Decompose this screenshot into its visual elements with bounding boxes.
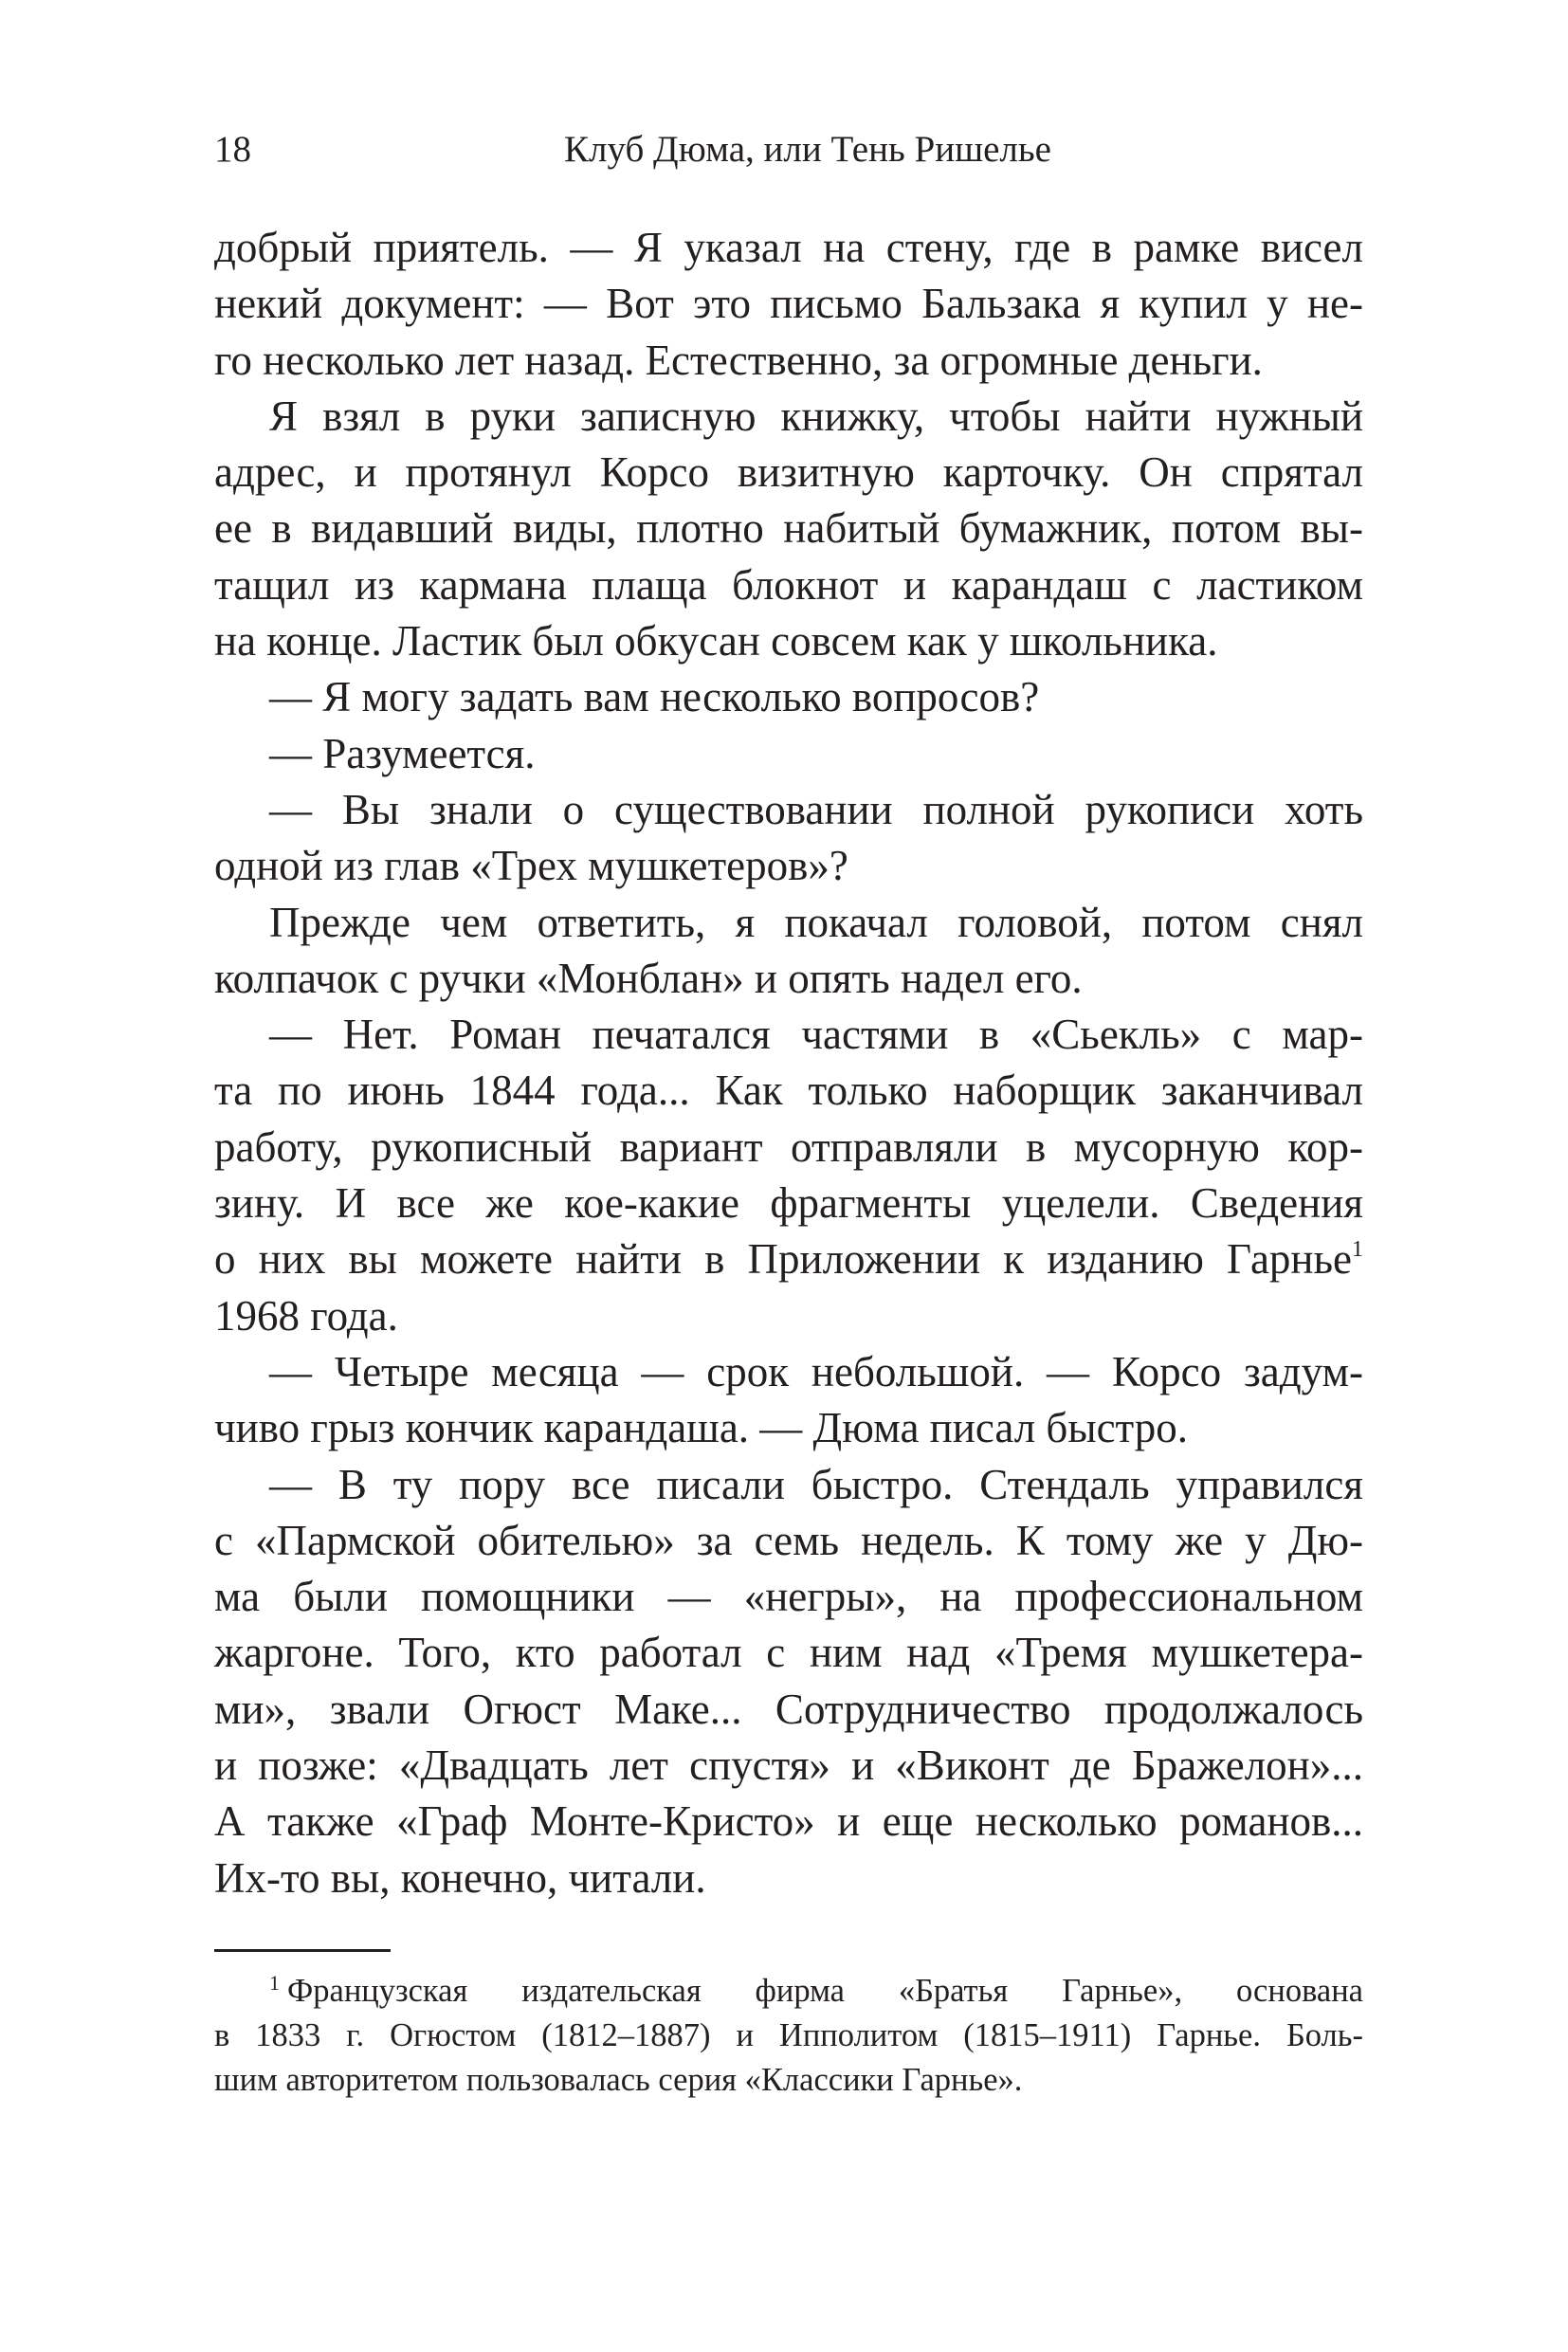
text-line xyxy=(214,1457,1363,1513)
text-line-content: добрый приятель. — Я указал на стену, где в рамке висел xyxy=(214,224,1363,271)
text-line xyxy=(214,1400,1363,1456)
text-line xyxy=(214,1120,1363,1176)
text-line xyxy=(214,501,1363,556)
running-title: Клуб Дюма, или Тень Ришелье xyxy=(564,129,1051,170)
text-line xyxy=(214,557,1363,613)
text-line xyxy=(214,838,1363,894)
page-number: 18 xyxy=(214,129,251,170)
text-line xyxy=(214,726,1363,782)
text-line xyxy=(214,1625,1363,1681)
text-line-content: — Я могу задать вам несколько вопросов? xyxy=(269,673,1040,721)
text-line-content: ее в видавший виды, плотно набитый бумажник, потом вы- xyxy=(214,504,1363,553)
text-line-content: на конце. Ластик был обкусан совсем как у школьника. xyxy=(214,617,1218,665)
text-line xyxy=(214,1569,1363,1625)
text-line-content: — Нет. Роман печатался частями в «Сьекль» с мар- xyxy=(269,1011,1363,1059)
text-line xyxy=(214,220,1363,276)
text-line xyxy=(214,445,1363,501)
text-line-content: тащил из кармана плаща блокнот и карандаш с ластиком xyxy=(214,560,1363,609)
text-line-content: Я взял в руки записную книжку, чтобы найти нужный xyxy=(269,392,1363,440)
text-line-content: одной из глав «Трех мушкетеров»? xyxy=(214,842,848,890)
text-line xyxy=(214,895,1363,951)
text-line-content: работу, рукописный вариант отправляли в мусорную кор- xyxy=(214,1122,1363,1171)
text-line xyxy=(214,782,1363,838)
text-line-content: ми», звали Огюст Маке... Сотрудничество продолжалось xyxy=(214,1685,1363,1733)
text-line-content: о них вы можете найти в Приложении к изданию Гарнье xyxy=(214,1235,1352,1284)
text-line xyxy=(214,1007,1363,1063)
text-line-content: — Вы знали о существовании полной рукописи хоть xyxy=(269,785,1363,833)
footnote-marker: 1 xyxy=(269,1971,280,1995)
text-line xyxy=(214,1344,1363,1400)
body-text xyxy=(214,220,1363,1906)
text-line-content: зину. И все же кое-какие фрагменты уцелели. Сведения xyxy=(214,1179,1363,1228)
text-line-content: А также «Граф Монте-Кристо» и еще несколько романов... xyxy=(214,1797,1363,1846)
text-line xyxy=(214,1682,1363,1738)
text-line-content: — Четыре месяца — срок небольшой. — Корсо задум- xyxy=(269,1347,1363,1395)
text-line xyxy=(214,1738,1363,1794)
text-line xyxy=(214,613,1363,669)
footnote-line-content: в 1833 г. Огюстом (1812–1887) и Ипполитом (1815–1911) Гарнье. Боль- xyxy=(214,2017,1363,2053)
text-line xyxy=(214,389,1363,445)
text-line-content: чиво грыз кончик карандаша. — Дюма писал быстро. xyxy=(214,1404,1189,1452)
text-line xyxy=(214,669,1363,725)
footnote-separator-rule xyxy=(214,1949,391,1952)
text-line-content: — В ту пору все писали быстро. Стендаль управился xyxy=(269,1460,1363,1508)
text-line xyxy=(214,1231,1363,1287)
text-line-content: и позже: «Двадцать лет спустя» и «Виконт де Бражелон»... xyxy=(214,1741,1363,1790)
text-line-content: с «Пармской обителью» за семь недель. К тому же у Дю- xyxy=(214,1516,1363,1564)
text-line-content: Их-то вы, конечно, читали. xyxy=(214,1853,706,1902)
footnote-line xyxy=(214,2058,1363,2103)
text-line xyxy=(214,1794,1363,1850)
text-line xyxy=(214,1513,1363,1569)
footnotes xyxy=(214,1969,1363,2103)
text-line xyxy=(214,1176,1363,1231)
text-line xyxy=(214,1063,1363,1119)
text-line xyxy=(214,951,1363,1007)
text-line-content: жаргоне. Того, кто работал с ним над «Тремя мушкетера- xyxy=(214,1629,1363,1677)
running-head xyxy=(214,121,1363,178)
footnote-line xyxy=(214,1969,1363,2014)
text-line-content: адрес, и протянул Корсо визитную карточку. Он спрятал xyxy=(214,448,1363,497)
text-line-content: — Разумеется. xyxy=(269,729,536,777)
text-line-content: некий документ: — Вот это письмо Бальзака я купил у не- xyxy=(214,280,1363,328)
footnote-line-content: Французская издательская фирма «Братья Гарнье», основана xyxy=(287,1973,1363,2009)
text-line-content: та по июнь 1844 года... Как только наборщик заканчивал xyxy=(214,1067,1363,1115)
text-line-content: колпачок с ручки «Монблан» и опять надел его. xyxy=(214,954,1083,1002)
text-line xyxy=(214,333,1363,389)
text-line-content: Прежде чем ответить, я покачал головой, потом снял xyxy=(269,898,1363,946)
text-line-content: 1968 года. xyxy=(214,1291,398,1340)
text-line xyxy=(214,276,1363,332)
footnote-line xyxy=(214,2014,1363,2058)
text-line xyxy=(214,1851,1363,1906)
text-line-content: го несколько лет назад. Естественно, за огромные деньги. xyxy=(214,336,1263,384)
footnote-line-content: шим авторитетом пользовалась серия «Классики Гарнье». xyxy=(214,2062,1023,2098)
footnote-reference[interactable]: 1 xyxy=(1352,1237,1363,1263)
text-line xyxy=(214,1288,1363,1344)
text-line-content: ма были помощники — «негры», на профессиональном xyxy=(214,1573,1363,1621)
